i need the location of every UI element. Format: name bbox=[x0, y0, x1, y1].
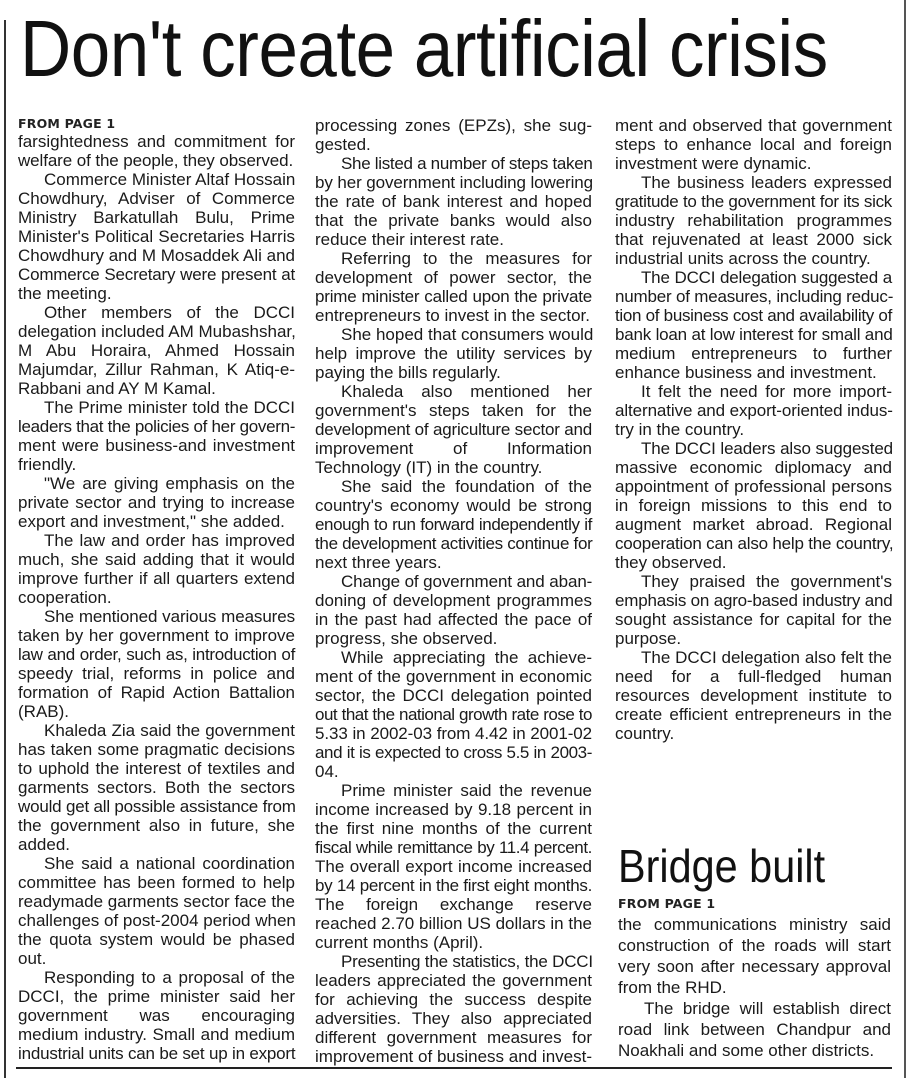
text-line: industrial units across the country. bbox=[615, 249, 871, 268]
text-line: welfare of the people, they observed. bbox=[18, 151, 294, 170]
text-line: The business leaders expressed bbox=[641, 173, 892, 192]
text-line: ment and observed that government bbox=[615, 116, 892, 135]
text-line: emphasis on agro-based industry and bbox=[615, 591, 893, 610]
text-line: Commerce Minister Altaf Hossain bbox=[44, 170, 296, 189]
text-line: medium entrepreneurs to further bbox=[615, 344, 892, 363]
text-line: Commerce Secretary were present at bbox=[18, 265, 295, 284]
paragraph bbox=[615, 439, 892, 572]
text-line: delegation included AM Mubashshar, bbox=[18, 322, 296, 341]
paragraph bbox=[18, 531, 295, 607]
text-line: Khaleda Zia said the government bbox=[44, 721, 295, 740]
text-line: Noakhali and some other districts. bbox=[618, 1041, 875, 1060]
text-line: Prime minister said the revenue bbox=[341, 781, 592, 800]
text-line: government was encouraging bbox=[18, 1006, 295, 1025]
text-line: development of agriculture sector and bbox=[315, 420, 593, 439]
text-line: gratitude to the government for its sick bbox=[615, 192, 892, 211]
text-line: the rate of bank interest and hoped bbox=[315, 192, 592, 211]
text-line: enhance business and investment. bbox=[615, 363, 877, 382]
text-line: the communications ministry said bbox=[618, 915, 891, 934]
paragraph bbox=[615, 382, 892, 439]
text-line: the first nine months of the current bbox=[315, 819, 592, 838]
text-line: The Prime minister told the DCCI bbox=[44, 398, 295, 417]
text-line: from the RHD. bbox=[618, 978, 727, 997]
text-line: country. bbox=[615, 724, 675, 743]
text-line: farsightedness and commitment for bbox=[18, 132, 295, 151]
paragraph bbox=[315, 477, 592, 572]
paragraph bbox=[618, 998, 891, 1061]
text-line: cooperation can also help the country, bbox=[615, 534, 894, 553]
bottom-rule bbox=[16, 1067, 892, 1069]
text-line: by 14 percent in the first eight months. bbox=[315, 876, 592, 895]
text-line: private sector and trying to increase bbox=[18, 493, 295, 512]
text-line: income increased by 9.18 percent in bbox=[315, 800, 592, 819]
text-line: Chowdhury, Adviser of Commerce bbox=[18, 189, 295, 208]
left-border-rule bbox=[4, 20, 6, 1078]
text-line: formation of Rapid Action Battalion bbox=[18, 683, 295, 702]
paragraph bbox=[315, 325, 592, 382]
text-line: It felt the need for more import- bbox=[641, 382, 892, 401]
text-line: adversities. They also appreciated bbox=[315, 1009, 592, 1028]
text-line: Referring to the measures for bbox=[341, 249, 592, 268]
text-line: enough to run forward independently if bbox=[315, 515, 592, 534]
text-line: (RAB). bbox=[18, 702, 69, 721]
text-line: The foreign exchange reserve bbox=[315, 895, 592, 914]
text-line: to uphold the interest of textiles and bbox=[18, 759, 295, 778]
text-line: The DCCI delegation suggested a bbox=[641, 268, 892, 287]
text-line: government's steps taken for the bbox=[315, 401, 592, 420]
text-line: would get all possible assistance from bbox=[18, 797, 296, 816]
text-line: steps to enhance local and foreign bbox=[615, 135, 892, 154]
text-line: the development activities continue for bbox=[315, 534, 593, 553]
text-line: ment of the government in economic bbox=[315, 667, 592, 686]
text-line: They praised the government's bbox=[641, 572, 892, 591]
text-line: M Abu Horaira, Ahmed Hossain bbox=[18, 341, 295, 360]
text-line: She mentioned various measures bbox=[44, 607, 295, 626]
text-line: by her government including lowering bbox=[315, 173, 594, 192]
text-line: number of measures, including reduc- bbox=[615, 287, 894, 306]
text-line: augment market abroad. Regional bbox=[615, 515, 892, 534]
paragraph bbox=[615, 268, 892, 382]
text-line: much, she said adding that it would bbox=[18, 550, 295, 569]
text-line: speedy trial, reforms in police and bbox=[18, 664, 295, 683]
text-line: improve further if all quarters extend bbox=[18, 569, 295, 588]
text-line: The DCCI leaders also suggested bbox=[641, 439, 894, 458]
paragraph bbox=[315, 154, 592, 249]
text-line: reduce their interest rate. bbox=[315, 230, 504, 249]
text-line: road link between Chandpur and bbox=[618, 1020, 891, 1039]
paragraph bbox=[18, 968, 295, 1063]
paragraph bbox=[615, 173, 892, 268]
text-line: bank loan at low interest for small and bbox=[615, 325, 893, 344]
bridge-article-column bbox=[618, 914, 891, 1061]
text-line: Technology (IT) in the country. bbox=[315, 458, 543, 477]
text-line: tion of business cost and availability of bbox=[615, 306, 892, 325]
paragraph bbox=[315, 116, 592, 154]
text-line: garments sectors. Both the sectors bbox=[18, 778, 295, 797]
text-line: "We are giving emphasis on the bbox=[44, 474, 295, 493]
text-line: The bridge will establish direct bbox=[644, 999, 891, 1018]
text-line: The law and order has improved bbox=[44, 531, 295, 550]
text-line: progress, she observed. bbox=[315, 629, 498, 648]
text-line: Khaleda also mentioned her bbox=[341, 382, 592, 401]
text-line: leaders appreciated the government bbox=[315, 971, 592, 990]
article-column-1 bbox=[18, 132, 295, 1063]
text-line: processing zones (EPZs), she sug- bbox=[315, 116, 592, 135]
paragraph bbox=[315, 382, 592, 477]
paragraph bbox=[618, 914, 891, 998]
text-line: in the past had affected the pace of bbox=[315, 610, 592, 629]
text-line: has taken some pragmatic decisions bbox=[18, 740, 295, 759]
text-line: friendly. bbox=[18, 455, 77, 474]
text-line: committee has been formed to help bbox=[18, 873, 295, 892]
text-line: sector, the DCCI delegation pointed bbox=[315, 686, 592, 705]
text-line: leaders that the policies of her govern- bbox=[18, 417, 296, 436]
bridge-from-page-label: FROM PAGE 1 bbox=[618, 896, 716, 911]
text-line: cooperation. bbox=[18, 588, 112, 607]
text-line: help improve the utility services by bbox=[315, 344, 592, 363]
text-line: Rabbani and AY M Kamal. bbox=[18, 379, 216, 398]
text-line: Majumdar, Zillur Rahman, K Atiq-e- bbox=[18, 360, 295, 379]
text-line: different government measures for bbox=[315, 1028, 592, 1047]
text-line: reached 2.70 billion US dollars in the bbox=[315, 914, 592, 933]
paragraph bbox=[315, 249, 592, 325]
text-line: that the private banks would also bbox=[315, 211, 592, 230]
bridge-headline: Bridge built bbox=[618, 840, 826, 892]
text-line: country's economy would be strong bbox=[315, 496, 592, 515]
text-line: they observed. bbox=[615, 553, 727, 572]
text-line: current months (April). bbox=[315, 933, 484, 952]
right-border-rule bbox=[904, 0, 906, 1078]
paragraph bbox=[615, 116, 892, 173]
text-line: construction of the roads will start bbox=[618, 936, 891, 955]
text-line: 04. bbox=[315, 762, 339, 781]
article-column-3 bbox=[615, 116, 892, 743]
text-line: need for a full-fledged human bbox=[615, 667, 892, 686]
text-line: While appreciating the achieve- bbox=[341, 648, 592, 667]
text-line: Responding to a proposal of the bbox=[44, 968, 295, 987]
text-line: readymade garments sector face the bbox=[18, 892, 295, 911]
text-line: try in the country. bbox=[615, 420, 745, 439]
text-line: The DCCI delegation also felt the bbox=[641, 648, 892, 667]
paragraph bbox=[18, 607, 295, 721]
text-line: She said a national coordination bbox=[44, 854, 295, 873]
text-line: resources development institute to bbox=[615, 686, 892, 705]
text-line: 5.33 in 2002-03 from 4.42 in 2001-02 bbox=[315, 724, 592, 743]
paragraph bbox=[18, 303, 295, 398]
text-line: in foreign missions to this end to bbox=[615, 496, 892, 515]
text-line: medium industry. Small and medium bbox=[18, 1025, 295, 1044]
text-line: export and investment," she added. bbox=[18, 512, 285, 531]
text-line: paying the bills regularly. bbox=[315, 363, 501, 382]
text-line: massive economic diplomacy and bbox=[615, 458, 892, 477]
paragraph bbox=[18, 132, 295, 170]
text-line: DCCI, the prime minister said her bbox=[18, 987, 295, 1006]
text-line: purpose. bbox=[615, 629, 682, 648]
text-line: industry rehabilitation programmes bbox=[615, 211, 892, 230]
text-line: She said the foundation of the bbox=[341, 477, 592, 496]
text-line: law and order, such as, introduction of bbox=[18, 645, 295, 664]
paragraph bbox=[18, 170, 295, 303]
paragraph bbox=[18, 398, 295, 474]
paragraph bbox=[615, 648, 892, 743]
paragraph bbox=[315, 952, 592, 1066]
text-line: The overall export income increased bbox=[315, 857, 592, 876]
text-line: Change of government and aban- bbox=[341, 572, 593, 591]
text-line: the quota system would be phased bbox=[18, 930, 295, 949]
from-page-label: FROM PAGE 1 bbox=[18, 116, 116, 131]
text-line: She listed a number of steps taken bbox=[341, 154, 593, 173]
text-line: Chowdhury and M Mosaddek Ali and bbox=[18, 246, 295, 265]
text-line: appointment of professional persons bbox=[615, 477, 892, 496]
text-line: for achieving the success despite bbox=[315, 990, 592, 1009]
text-line: the government also in future, she bbox=[18, 816, 295, 835]
text-line: the meeting. bbox=[18, 284, 112, 303]
text-line: that rejuvenated at least 2000 sick bbox=[615, 230, 892, 249]
text-line: industrial units can be set up in export bbox=[18, 1044, 296, 1063]
text-line: Other members of the DCCI bbox=[44, 303, 295, 322]
main-headline: Don't create artificial crisis bbox=[20, 4, 828, 93]
paragraph bbox=[18, 721, 295, 854]
text-line: Ministry Barkatullah Bulu, Prime bbox=[18, 208, 295, 227]
text-line: out that the national growth rate rose to bbox=[315, 705, 592, 724]
text-line: gested. bbox=[315, 135, 371, 154]
text-line: fiscal while remittance by 11.4 percent. bbox=[315, 838, 592, 857]
text-line: taken by her government to improve bbox=[18, 626, 295, 645]
text-line: doning of development programmes bbox=[315, 591, 592, 610]
paragraph bbox=[315, 572, 592, 648]
text-line: investment were dynamic. bbox=[615, 154, 812, 173]
paragraph bbox=[615, 572, 892, 648]
paragraph bbox=[18, 474, 295, 531]
text-line: She hoped that consumers would bbox=[341, 325, 594, 344]
text-line: added. bbox=[18, 835, 70, 854]
text-line: create efficient entrepreneurs in the bbox=[615, 705, 892, 724]
text-line: ment were business-and investment bbox=[18, 436, 295, 455]
text-line: challenges of post-2004 period when bbox=[18, 911, 296, 930]
paragraph bbox=[315, 648, 592, 781]
text-line: Presenting the statistics, the DCCI bbox=[341, 952, 593, 971]
text-line: improvement of business and invest- bbox=[315, 1047, 592, 1066]
text-line: entrepreneurs to invest in the sector. bbox=[315, 306, 590, 325]
paragraph bbox=[18, 854, 295, 968]
text-line: Minister's Political Secretaries Harris bbox=[18, 227, 295, 246]
text-line: out. bbox=[18, 949, 47, 968]
text-line: development of power sector, the bbox=[315, 268, 592, 287]
text-line: prime minister called upon the private bbox=[315, 287, 592, 306]
text-line: alternative and export-oriented indus- bbox=[615, 401, 893, 420]
article-column-2 bbox=[315, 116, 592, 1066]
text-line: and it is expected to cross 5.5 in 2003- bbox=[315, 743, 592, 762]
text-line: sought assistance for capital for the bbox=[615, 610, 892, 629]
text-line: improvement of Information bbox=[315, 439, 592, 458]
text-line: very soon after necessary approval bbox=[618, 957, 891, 976]
paragraph bbox=[315, 781, 592, 952]
text-line: next three years. bbox=[315, 553, 442, 572]
